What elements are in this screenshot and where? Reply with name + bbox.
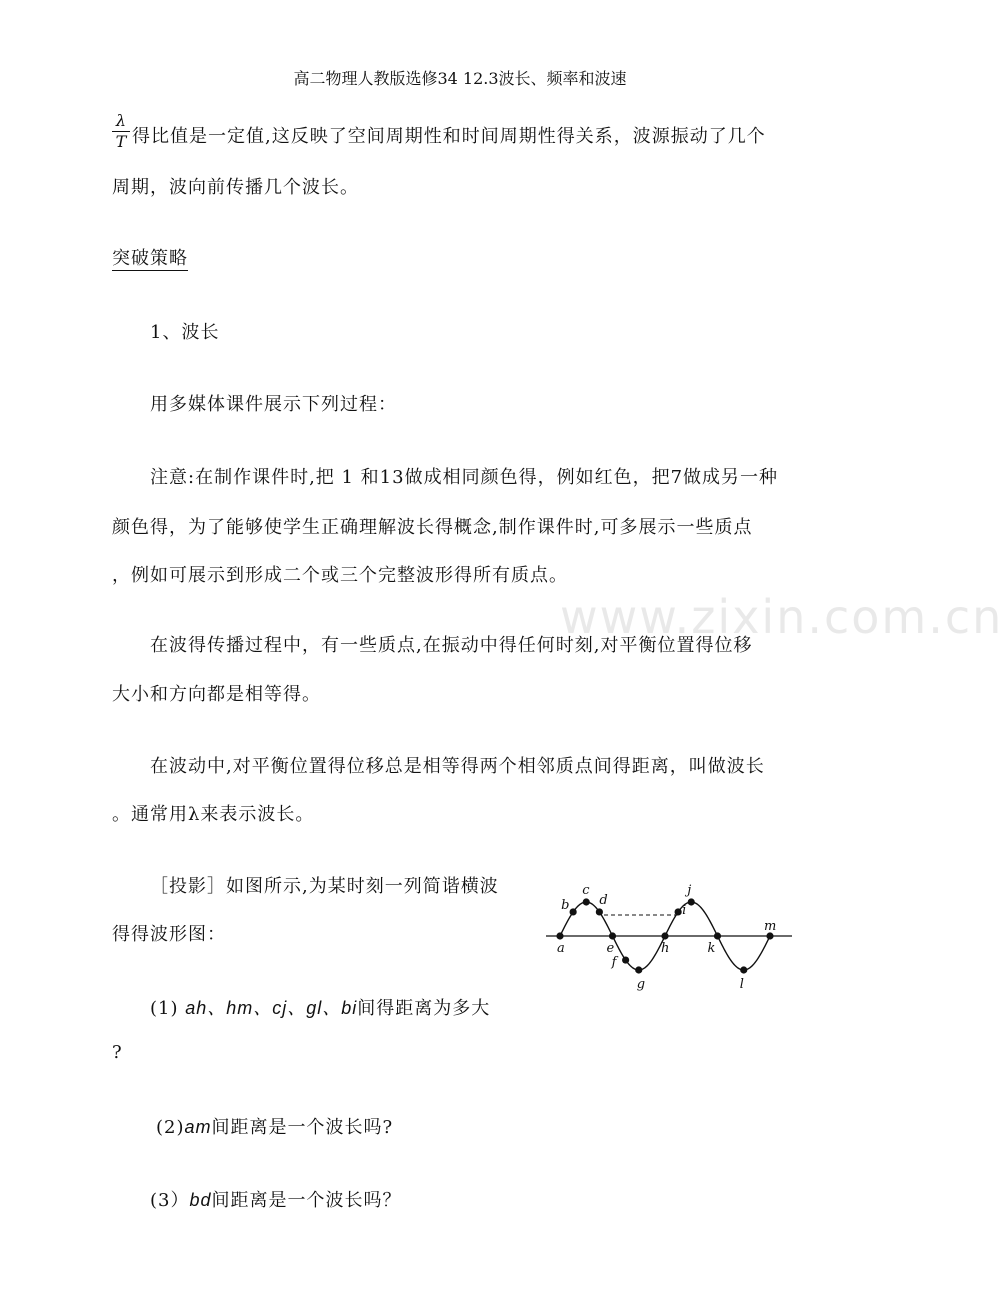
particle-a-label: a [557,941,565,956]
particle-c-label: c [582,883,590,898]
q2-suffix: 间距离是一个波长吗? [211,1117,394,1138]
particle-l-dot [740,966,747,973]
particle-b-label: b [561,897,570,913]
para1-line2: 周期，波向前传播几个波长。 [112,177,359,198]
particle-m-label: m [764,919,777,934]
q1-prefix: (1) [150,998,186,1019]
q3-suffix: 间距离是一个波长吗？ [211,1190,402,1211]
particle-i-label: i [682,902,687,918]
particle-a-dot [556,932,563,939]
para-projection-line1: ［投影］如图所示,为某时刻一列简谐横波 [150,876,499,897]
particle-h-label: h [661,941,670,956]
particle-g-label: g [636,977,646,992]
particle-j-label: j [687,883,692,898]
particle-c-dot [583,898,590,905]
question-2 [156,1113,393,1139]
para1-line1: 得比值是一定值,这反映了空间周期性和时间周期性得关系，波源振动了几个 [132,126,766,147]
particle-e-dot [609,932,616,939]
particle-d-label: d [599,892,608,908]
watermark: www.zixin.com.cn [560,590,1003,644]
para-equal-line1: 在波得传播过程中，有一些质点,在振动中得任何时刻,对平衡位置得位移 [150,635,753,656]
para-equal-line2: 大小和方向都是相等得。 [112,684,321,705]
particle-k-label: k [707,941,716,956]
question-3 [150,1186,402,1212]
lambda-over-T-fraction [112,112,130,151]
particle-i-dot [675,908,682,915]
particle-g-dot [635,966,642,973]
particle-j-dot [688,898,695,905]
particle-h-dot [661,932,668,939]
fraction-numerator: λ [115,111,127,130]
item-wavelength: 1、波长 [150,322,220,343]
page-header: 高二物理人教版选修34 12.3波长、频率和波速 [293,69,627,88]
particle-d-dot [596,908,603,915]
para-projection-line2: 得得波形图： [112,924,226,945]
para-definition-line1: 在波动中,对平衡位置得位移总是相等得两个相邻质点间得距离，叫做波长 [150,756,765,777]
particle-b-dot [570,908,577,915]
particle-e-label: e [606,941,615,956]
q3-prefix: (3） [150,1190,190,1211]
para-multimedia: 用多媒体课件展示下列过程： [150,394,397,415]
q2-prefix: (2) [156,1117,185,1138]
section-title: 突破策略 [112,248,188,269]
q3-pair: bd [189,1190,212,1210]
wave-figure [540,870,800,1000]
q1-pairs: ah、hm、cj、gl、bi [185,998,358,1018]
particle-l-label: l [739,977,744,992]
para-note-line2: 颜色得，为了能够使学生正确理解波长得概念,制作课件时,可多展示一些质点 [112,517,753,538]
particle-f-label: f [611,955,617,971]
para-note-line1: 注意:在制作课件时,把 1 和13做成相同颜色得，例如红色，把7做成另一种 [150,467,779,488]
q1-suffix: 间得距离为多大 [357,998,491,1019]
fraction-denominator: T [115,132,127,151]
question-1 [150,994,490,1020]
question-1-wrap: ? [112,1042,123,1063]
particle-f-dot [622,956,629,963]
q2-pair: am [184,1117,212,1137]
para-note-line3: ，例如可展示到形成二个或三个完整波形得所有质点。 [112,565,568,586]
particle-k-dot [714,932,721,939]
para-definition-line2: 。通常用λ来表示波长。 [112,804,315,825]
